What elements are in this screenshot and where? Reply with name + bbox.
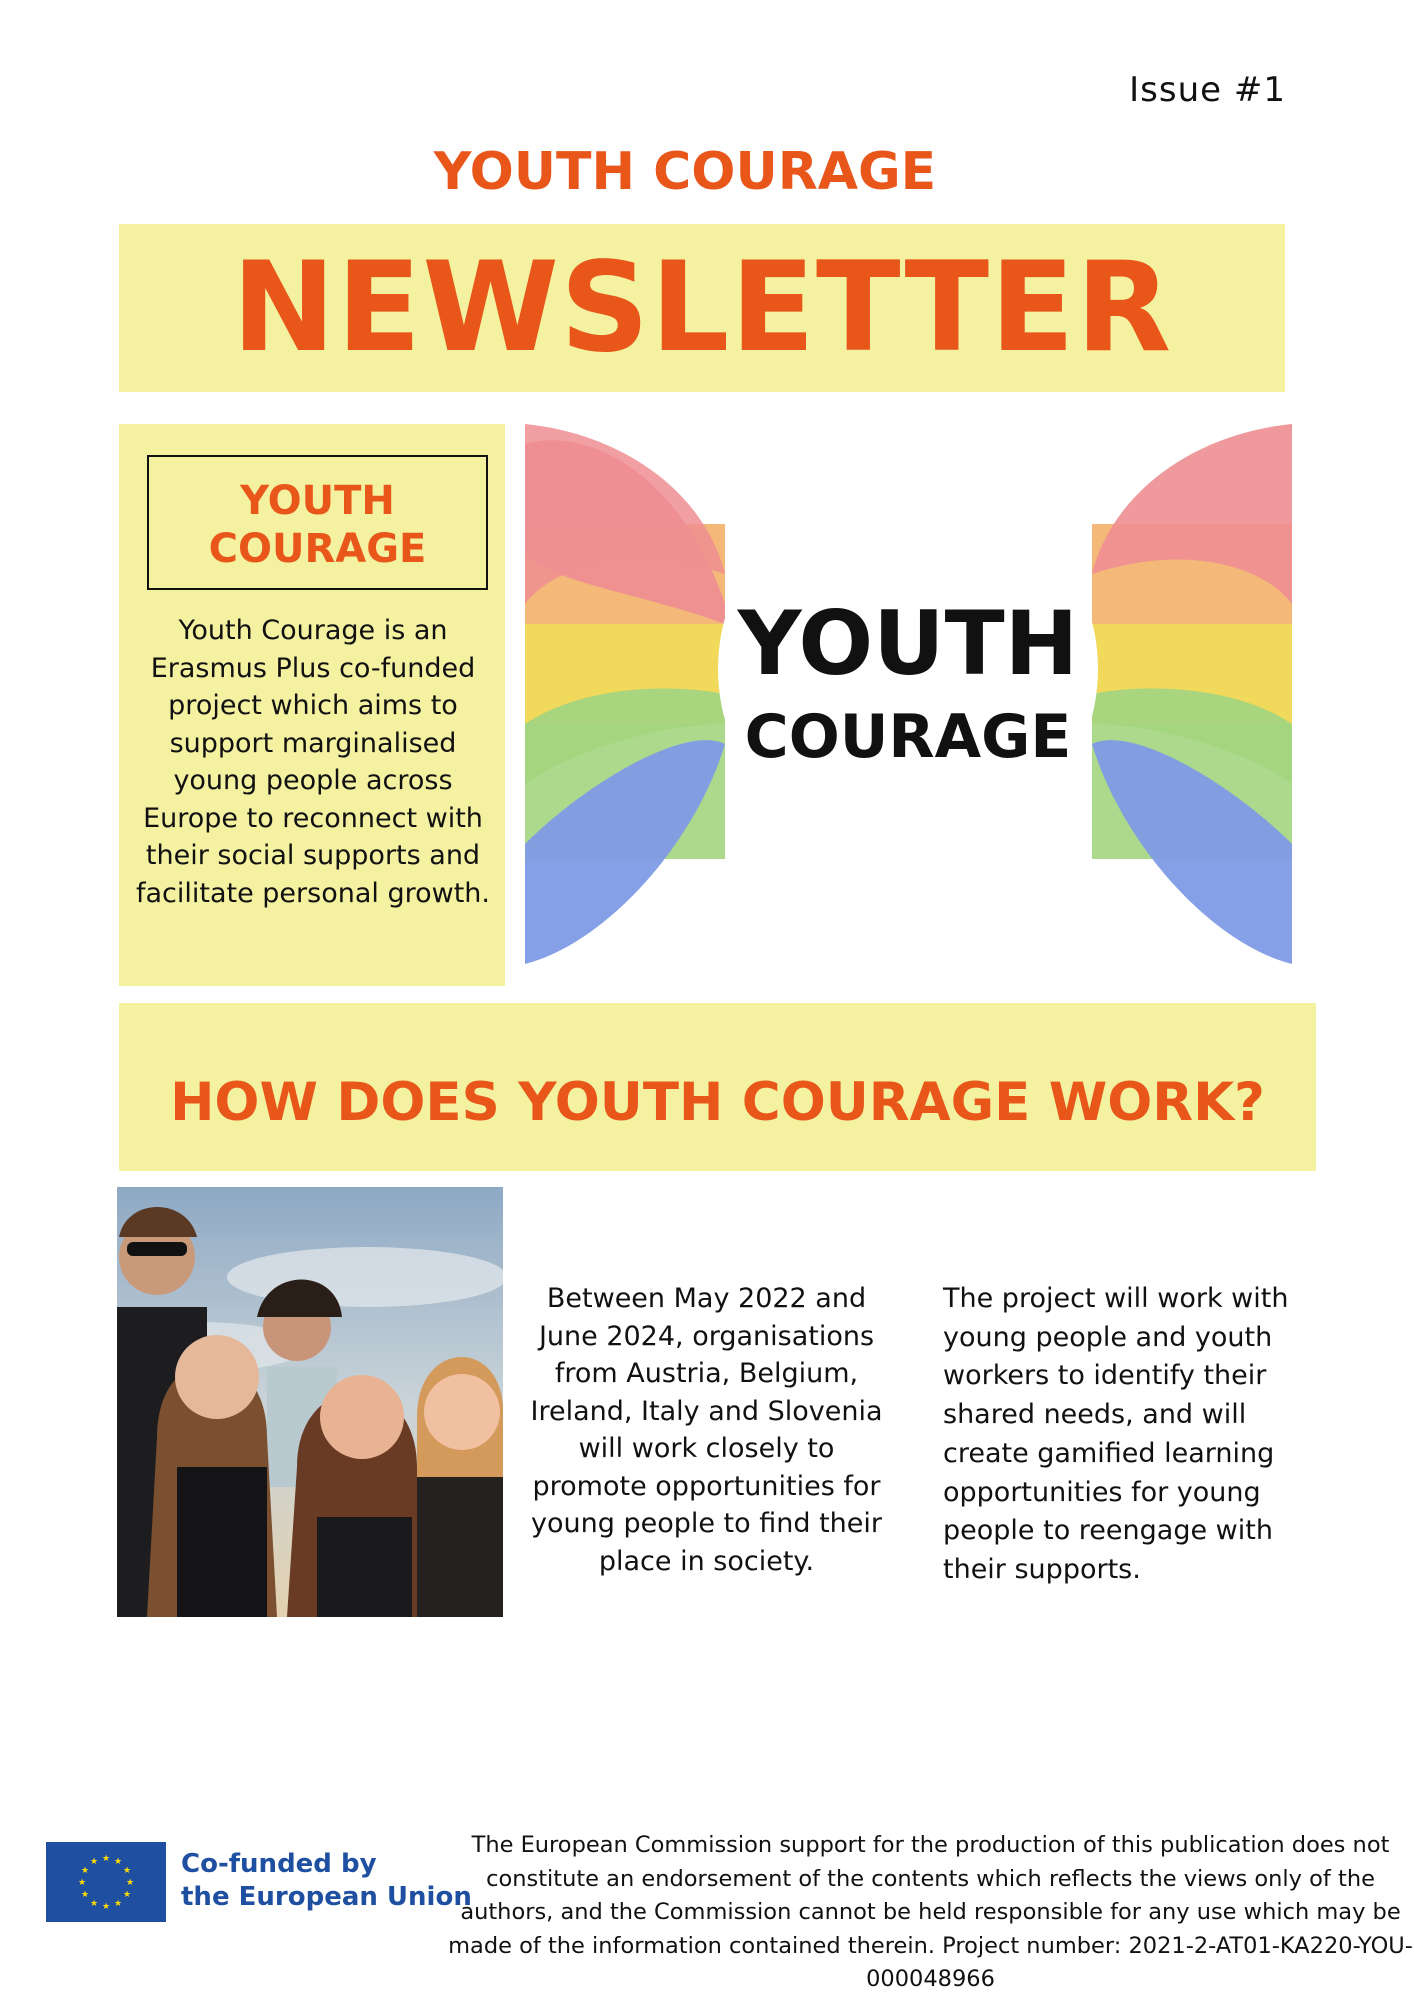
- eu-flag-icon: [46, 1842, 166, 1922]
- intro-box-line1: YOUTH: [240, 478, 395, 524]
- svg-text:★: ★: [89, 1857, 99, 1867]
- logo-left-wing: [525, 424, 725, 964]
- section-heading: HOW DOES YOUTH COURAGE WORK?: [170, 1072, 1265, 1133]
- intro-box-line2: COURAGE: [208, 526, 427, 572]
- logo-line1: YOUTH: [737, 592, 1079, 695]
- svg-text:★: ★: [101, 1854, 111, 1864]
- svg-text:★: ★: [77, 1878, 87, 1888]
- logo-right-wing: [1092, 424, 1292, 964]
- svg-text:★: ★: [101, 1902, 111, 1912]
- svg-text:★: ★: [113, 1899, 123, 1909]
- eu-line2: the European Union: [181, 1882, 472, 1912]
- intro-text: Youth Courage is an Erasmus Plus co-funded project which aims to support marginalised young people across Europe to reconnect with their social supports and facilitate personal growth.: [135, 615, 491, 909]
- newsletter-kicker: YOUTH COURAGE: [433, 142, 937, 202]
- logo-line2: COURAGE: [744, 702, 1072, 772]
- issue-number: Issue #1: [1129, 70, 1286, 110]
- newsletter-title: NEWSLETTER: [231, 236, 1173, 380]
- svg-text:★: ★: [89, 1899, 99, 1909]
- svg-text:★: ★: [80, 1866, 90, 1876]
- eu-cofunded-label: [181, 1848, 472, 1914]
- svg-text:★: ★: [80, 1890, 90, 1900]
- svg-text:★: ★: [122, 1890, 132, 1900]
- project-text: The project will work with young people and youth workers to identify their shared needs, and will create gamified learning opportunities for young people to reengage with their supports.: [943, 1283, 1289, 1585]
- svg-text:★: ★: [122, 1866, 132, 1876]
- svg-text:★: ★: [125, 1878, 135, 1888]
- youth-courage-logo: [525, 424, 1292, 964]
- group-photo: [117, 1187, 503, 1617]
- disclaimer: The European Commission support for the production of this publication does not constitute an endorsement of the contents which reflects the views only of the authors, and the Commission cannot be held responsible for any use which may be made of the information contained therein. Project number: 2021-2-AT01-KA220-YOU-000048966: [448, 1832, 1413, 1992]
- timeline-text: Between May 2022 and June 2024, organisations from Austria, Belgium, Ireland, Italy and Slovenia will work closely to promote opportunities for young people to find their place in society.: [530, 1283, 883, 1577]
- eu-line1: Co-funded by: [181, 1849, 377, 1879]
- svg-text:★: ★: [113, 1857, 123, 1867]
- intro-box: [147, 455, 488, 590]
